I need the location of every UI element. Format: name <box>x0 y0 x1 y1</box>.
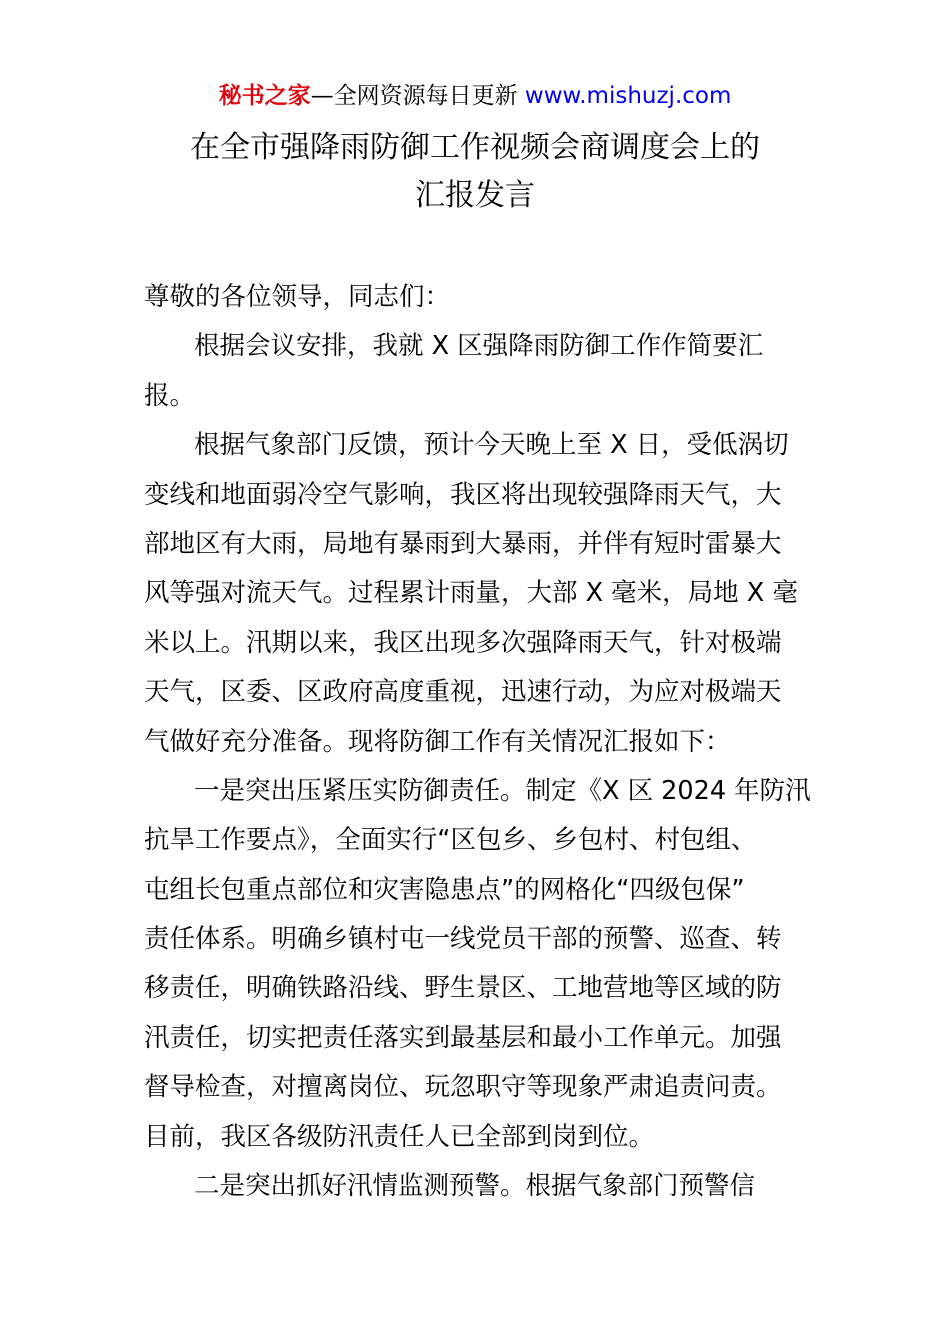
text-line: 督导检查，对擅离岗位、玩忽职守等现象严肃追责问责。 <box>144 1072 782 1103</box>
text-line: 二是突出抓好汛情监测预警。根据气象部门预警信 <box>194 1171 756 1202</box>
document-body <box>144 277 811 1215</box>
text-line: 移责任，明确铁路沿线、野生景区、工地营地等区域的防 <box>144 973 782 1004</box>
text-line: 责任体系。明确乡镇村屯一线党员干部的预警、巡查、转 <box>144 924 782 955</box>
site-brand: 秘书之家 <box>218 83 311 109</box>
text-line: 部地区有大雨，局地有暴雨到大暴雨，并伴有短时雷暴大 <box>144 528 782 559</box>
site-header <box>0 80 950 112</box>
text-line: 天气，区委、区政府高度重视，迅速行动，为应对极端天 <box>144 677 782 708</box>
salutation-line: 尊敬的各位领导，同志们： <box>144 282 451 312</box>
text-line: 根据气象部门反馈，预计今天晚上至 X 日，受低涡切 <box>194 430 789 461</box>
text-line: 屯组长包重点部位和灾害隐患点”的网格化“四级包保” <box>144 874 745 905</box>
text-line: 风等强对流天气。过程累计雨量，大部 X 毫米，局地 X 毫 <box>144 578 798 609</box>
text-line: 一是突出压紧压实防御责任。制定《X 区 2024 年防汛 <box>194 775 811 806</box>
site-tagline: —全网资源每日更新 <box>310 83 525 109</box>
text-line: 汛责任，切实把责任落实到最基层和最小工作单元。加强 <box>144 1022 782 1053</box>
text-line: 变线和地面弱冷空气影响，我区将出现较强降雨天气，大 <box>144 479 782 510</box>
document-title-line-2: 汇报发言 <box>415 178 535 213</box>
site-url-link[interactable]: www.mishuzj.com <box>524 83 732 109</box>
text-line: 报。 <box>144 380 196 411</box>
document-title-line-1: 在全市强降雨防御工作视频会商调度会上的 <box>190 130 760 165</box>
text-line: 目前，我区各级防汛责任人已全部到岗到位。 <box>144 1121 655 1152</box>
text-line: 根据会议安排，我就 X 区强降雨防御工作作简要汇 <box>194 331 764 362</box>
text-line: 米以上。汛期以来，我区出现多次强降雨天气，针对极端 <box>144 627 782 658</box>
text-line: 抗旱工作要点》，全面实行“区包乡、乡包村、村包组、 <box>144 825 757 856</box>
text-line: 气做好充分准备。现将防御工作有关情况汇报如下： <box>144 726 731 757</box>
